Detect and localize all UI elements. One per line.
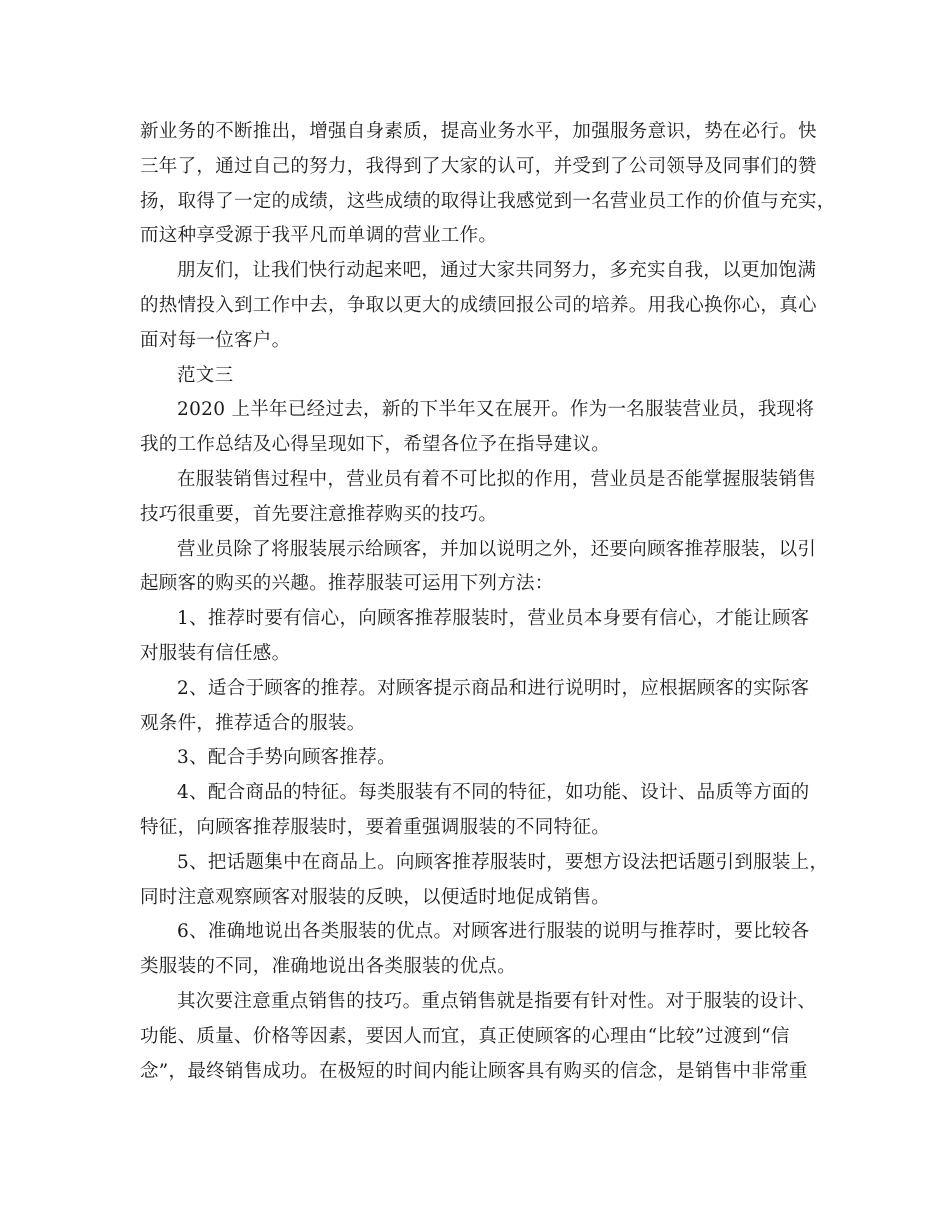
text-line: 功能、质量、价格等因素，要因人而宜，真正使顾客的心理由“比较”过渡到“信: [140, 1025, 790, 1047]
text-line: 扬，取得了一定的成绩，这些成绩的取得让我感觉到一名营业员工作的价值与充实，: [140, 190, 836, 212]
list-item: 2、适合于顾客的推荐。对顾客提示商品和进行说明时，应根据顾客的实际客: [177, 677, 810, 699]
text-line: 技巧很重要，首先要注意推荐购买的技巧。: [140, 503, 498, 525]
text-line: 我的工作总结及心得呈现如下，希望各位予在指导建议。: [140, 434, 611, 456]
text-line: 2020 上半年已经过去，新的下半年又在展开。作为一名服装营业员，我现将: [177, 399, 815, 421]
text-line: 类服装的不同，准确地说出各类服装的优点。: [140, 956, 517, 978]
list-item: 1、推荐时要有信心，向顾客推荐服装时，营业员本身要有信心，才能让顾客: [177, 608, 810, 630]
text-line: 对服装有信任感。: [140, 642, 291, 664]
text-line: 三年了，通过自己的努力，我得到了大家的认可，并受到了公司领导及同事们的赞: [140, 155, 817, 177]
text-line: 观条件，推荐适合的服装。: [140, 712, 366, 734]
text-line: 而这种享受源于我平凡而单调的营业工作。: [140, 225, 498, 247]
text-line: 新业务的不断推出，增强自身素质，提高业务水平，加强服务意识，势在必行。快: [140, 121, 817, 142]
list-item: 4、配合商品的特征。每类服装有不同的特征，如功能、设计、品质等方面的: [177, 782, 810, 804]
list-item: 6、准确地说出各类服装的优点。对顾客进行服装的说明与推荐时，要比较各: [177, 921, 810, 943]
text-line: 在服装销售过程中，营业员有着不可比拟的作用，营业员是否能掌握服装销售: [177, 468, 817, 490]
document-body: [140, 115, 836, 1089]
text-line: 面对每一位客户。: [140, 329, 291, 351]
text-line: 营业员除了将服装展示给顾客，并加以说明之外，还要向顾客推荐服装，以引: [177, 538, 817, 560]
text-line: 其次要注意重点销售的技巧。重点销售就是指要有针对性。对于服装的设计、: [177, 990, 817, 1012]
list-item: 5、把话题集中在商品上。向顾客推荐服装时，要想方设法把话题引到服装上，: [177, 851, 829, 873]
text-line: 特征，向顾客推荐服装时，要着重强调服装的不同特征。: [140, 816, 611, 838]
text-line: 起顾客的购买的兴趣。推荐服装可运用下列方法：: [140, 573, 554, 595]
section-heading: 范文三: [177, 364, 234, 386]
text-line: 同时注意观察顾客对服装的反映，以便适时地促成销售。: [140, 886, 611, 908]
text-line: 念”，最终销售成功。在极短的时间内能让顾客具有购买的信念，是销售中非常重: [140, 1060, 808, 1082]
list-item: 3、配合手势向顾客推荐。: [177, 747, 396, 769]
text-line: 的热情投入到工作中去，争取以更大的成绩回报公司的培养。用我心换你心，真心: [140, 294, 817, 316]
text-line: 朋友们，让我们快行动起来吧，通过大家共同努力，多充实自我，以更加饱满: [177, 260, 817, 282]
